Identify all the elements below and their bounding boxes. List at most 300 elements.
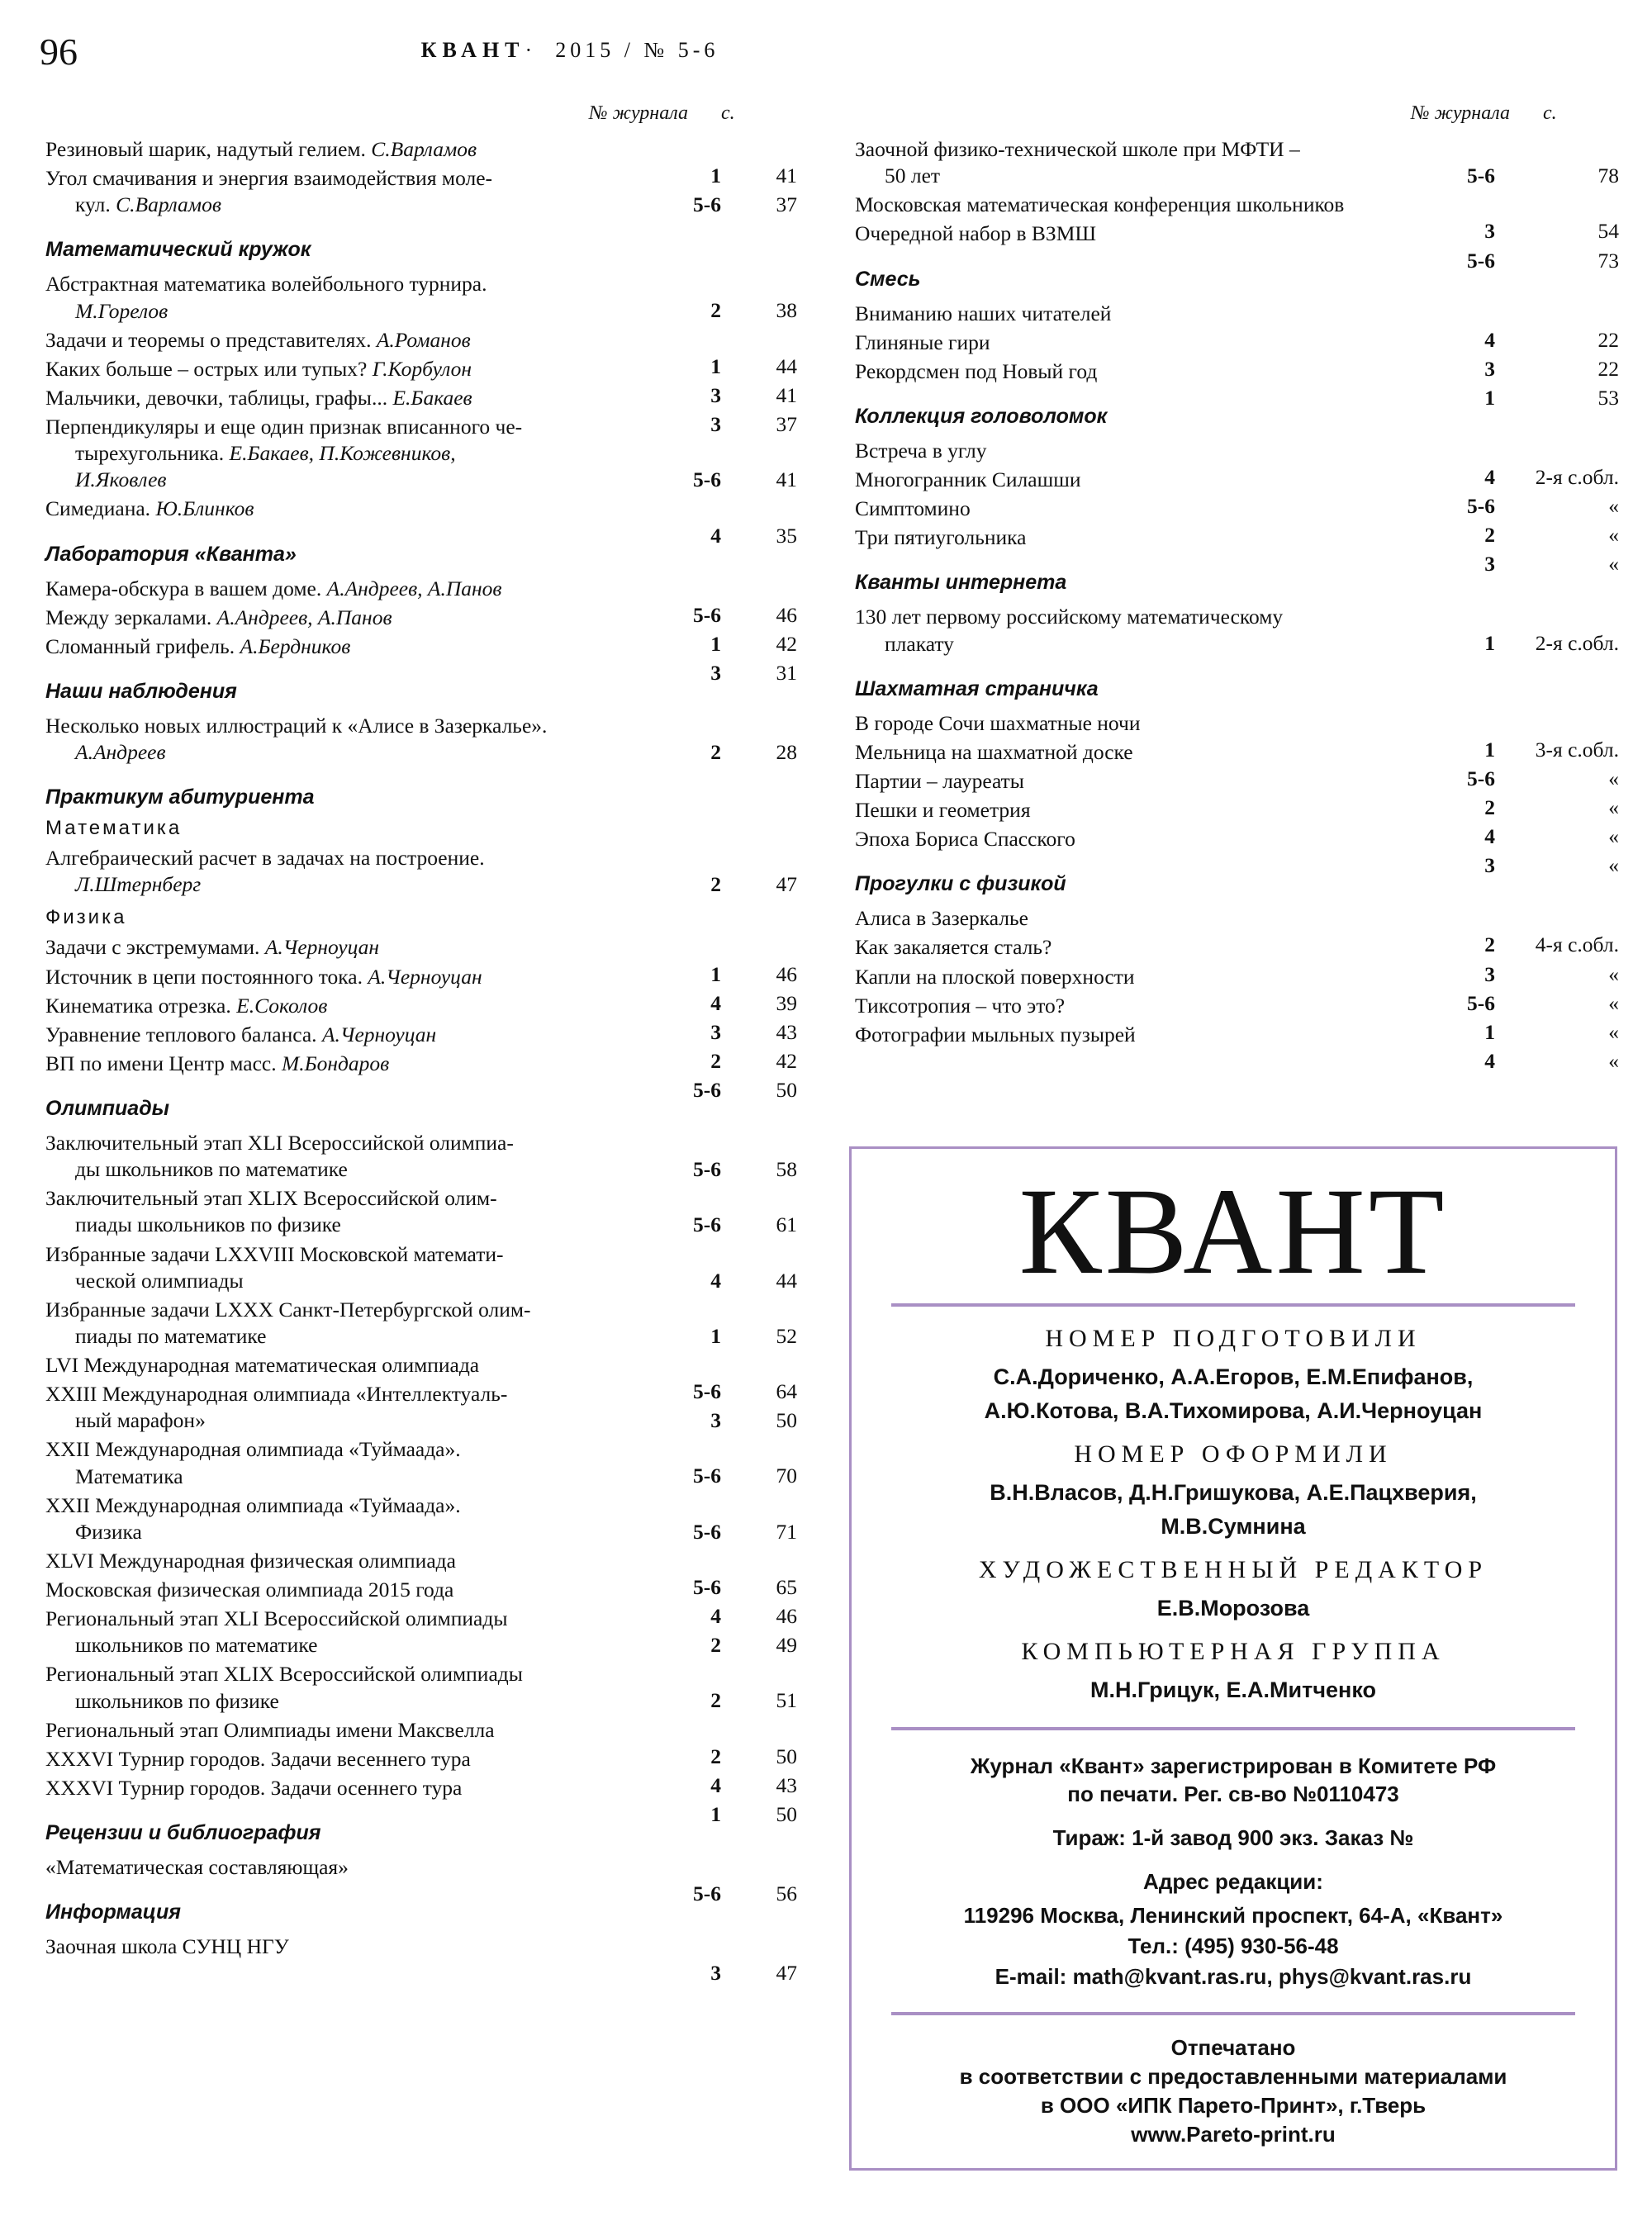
section-heading: Прогулки с физикой — [855, 872, 1066, 896]
toc-entry-line: Симедиана. Ю.Блинков — [45, 496, 254, 521]
prepared-by-names-line2: А.Ю.Котова, В.А.Тихомирова, А.И.Черноуцан — [984, 1398, 1483, 1424]
toc-entry-title — [45, 1241, 673, 1294]
imprint-box — [849, 1146, 1617, 2171]
toc-entry-line: Московская физическая олимпиада 2015 года — [45, 1578, 454, 1601]
toc-entry-issue-number: 5-6 — [693, 1881, 721, 1906]
toc-entry-issue-number: 5-6 — [1467, 990, 1495, 1015]
toc-entry-line: XXXVI Турнир городов. Задачи осеннего тура — [45, 1775, 463, 1800]
toc-entry-page-number: « — [1608, 824, 1619, 849]
toc-entry-line: Сломанный грифель. А.Бердников — [45, 633, 351, 658]
toc-entry-issue-number: 1 — [1484, 737, 1495, 762]
toc-entry-issue-number: 4 — [1484, 327, 1495, 352]
toc-entry-issue-number: 1 — [710, 164, 721, 188]
section-heading: Наши наблюдения — [45, 679, 237, 703]
issue-label: 2015 / № 5-6 — [555, 38, 719, 62]
toc-entry-page-number: 61 — [776, 1212, 797, 1237]
toc-entry-author: Е.Бакаев — [392, 385, 472, 410]
toc-entry-title — [855, 905, 1433, 932]
toc-entry-page-number: 65 — [776, 1575, 797, 1599]
toc-entry-line: LVI Международная математическая олимпиада — [45, 1353, 480, 1377]
toc-entry-line: Угол смачивания и энергия взаимодействия моле- — [45, 166, 493, 191]
toc-left-column — [45, 102, 797, 1986]
toc-entry[interactable] — [45, 1492, 797, 1545]
toc-entry-title — [855, 1022, 1433, 1048]
designed-by-label: НОМЕР ОФОРМИЛИ — [1074, 1440, 1393, 1469]
toc-entry-issue-number: 1 — [1484, 385, 1495, 410]
toc-entry[interactable] — [45, 1934, 797, 1986]
toc-entry-issue-number: 3 — [1484, 356, 1495, 381]
toc-entry-issue-number: 3 — [710, 382, 721, 407]
toc-entry-title — [45, 1130, 673, 1183]
toc-entry-author: Ю.Блинков — [155, 496, 254, 521]
toc-entry-issue-number: 5-6 — [693, 1464, 721, 1488]
toc-entry[interactable] — [45, 1661, 797, 1714]
toc-entry-title — [855, 330, 1433, 356]
toc-entry[interactable] — [45, 1436, 797, 1489]
toc-entry[interactable] — [45, 713, 797, 766]
toc-entry-issue-number: 5-6 — [1467, 164, 1495, 187]
toc-entry-issue-number: 4 — [1484, 824, 1495, 849]
circulation-line: Тираж: 1-й завод 900 экз. Заказ № — [1052, 1825, 1414, 1851]
toc-entry-line: Региональный этап Олимпиады имени Максвелла — [45, 1717, 495, 1742]
toc-entry-line — [45, 467, 673, 493]
toc-entry[interactable] — [45, 1051, 797, 1102]
toc-entry[interactable] — [45, 1185, 797, 1238]
toc-entry-line: XXXVI Турнир городов. Задачи весеннего тура — [45, 1746, 471, 1771]
toc-entry-issue-number: 5-6 — [693, 1379, 721, 1404]
toc-entry[interactable] — [855, 1022, 1619, 1073]
toc-entry-title — [45, 165, 673, 218]
toc-entry-page-number: « — [1608, 853, 1619, 878]
toc-entry-line: кул. С.Варламов — [75, 192, 221, 217]
toc-entry-page-number: 71 — [776, 1519, 797, 1544]
art-editor-label: ХУДОЖЕСТВЕННЫЙ РЕДАКТОР — [978, 1556, 1488, 1584]
toc-entry-title — [45, 1492, 673, 1545]
toc-entry-line: Кинематика отрезка. Е.Соколов — [45, 993, 328, 1018]
toc-entry-author: А.Андреев — [75, 740, 166, 764]
toc-entry-issue-number: 1 — [1484, 1019, 1495, 1044]
toc-entry[interactable] — [855, 358, 1619, 410]
column-header-left — [45, 103, 797, 123]
toc-entry-title — [45, 1717, 673, 1744]
toc-entry-line: XXII Международная олимпиада «Туймаада». — [45, 1492, 461, 1517]
toc-entry-page-number: 38 — [776, 298, 797, 323]
section-heading: Коллекция головоломок — [855, 404, 1108, 428]
toc-entry[interactable] — [45, 271, 797, 324]
toc-entry-page-number: 56 — [776, 1881, 797, 1906]
toc-entry-issue-number: 5-6 — [693, 1078, 721, 1102]
toc-entry-issue-number: 1 — [710, 961, 721, 986]
toc-entry-line: Тиксотропия – что это? — [855, 993, 1066, 1018]
toc-right-column — [855, 102, 1619, 1073]
toc-entry-issue-number: 2 — [710, 298, 721, 323]
toc-entry-line: Заочная школа СУНЦ НГУ — [45, 1934, 289, 1959]
page-header — [0, 31, 1652, 81]
toc-entry-issue-number: 3 — [1484, 552, 1495, 577]
toc-entry-page-number: 2-я с.обл. — [1535, 631, 1619, 656]
toc-entry[interactable] — [855, 221, 1619, 273]
toc-entry-line: XXIII Международная олимпиада «Интеллектуаль- — [45, 1382, 508, 1407]
toc-entry-title — [855, 710, 1433, 737]
toc-entry-author: Г.Корбулон — [372, 356, 472, 381]
toc-entry-issue-number: 5-6 — [693, 602, 721, 627]
toc-entry-title — [45, 1022, 673, 1048]
toc-entry-title — [855, 739, 1433, 766]
toc-entry-issue-number: 2 — [710, 1688, 721, 1713]
toc-entry-title — [855, 826, 1433, 852]
toc-entry-line: Партии – лауреаты — [855, 768, 1024, 793]
toc-entry-title — [45, 1381, 673, 1434]
toc-entry-title — [855, 993, 1433, 1019]
column-header-right — [855, 103, 1619, 123]
printing-block — [873, 2033, 1593, 2148]
toc-entry-title — [45, 1746, 673, 1772]
toc-entry[interactable] — [855, 524, 1619, 577]
toc-entry-issue-number: 3 — [1484, 853, 1495, 878]
toc-entry-line: Встреча в углу — [855, 438, 987, 463]
toc-entry-line: ческой олимпиады — [75, 1268, 244, 1293]
running-title — [0, 38, 1140, 63]
toc-entry-author: М.Горелов — [75, 298, 169, 323]
prepared-by-names-line1: С.А.Дориченко, А.А.Егоров, Е.М.Епифанов, — [993, 1364, 1474, 1389]
toc-entry-title — [45, 414, 673, 493]
toc-entry[interactable] — [45, 496, 797, 548]
toc-entry-author: М.Бондаров — [281, 1051, 390, 1075]
col-header-page-label: с. — [721, 102, 735, 124]
toc-entry-line: Симптомино — [855, 496, 971, 521]
toc-entry-page-number: 22 — [1597, 327, 1619, 352]
computer-group-label: КОМПЬЮТЕРНАЯ ГРУППА — [1021, 1638, 1446, 1666]
toc-entry-line — [45, 739, 673, 766]
toc-entry-line: Между зеркалами. А.Андреев, А.Панов — [45, 605, 392, 629]
toc-entry-author: С.Варламов — [116, 192, 221, 217]
toc-entry-page-number: 42 — [776, 1048, 797, 1073]
toc-entry-title — [45, 713, 673, 766]
toc-entry-issue-number: 5-6 — [693, 1157, 721, 1181]
toc-entry-page-number: 50 — [776, 1744, 797, 1768]
toc-entry-issue-number: 2 — [710, 872, 721, 897]
toc-entry-line: Физика — [75, 1519, 142, 1544]
toc-entry-title — [45, 136, 673, 163]
toc-entry-author: Л.Штернберг — [75, 872, 202, 897]
toc-entry-title — [855, 301, 1433, 327]
toc-entry-page-number: 46 — [776, 1604, 797, 1629]
toc-entry[interactable] — [45, 1606, 797, 1658]
toc-entry-line: Заключительный этап XLIX Всероссийской олим- — [45, 1186, 497, 1211]
toc-entry-issue-number: 4 — [710, 523, 721, 548]
toc-entry-line: В городе Сочи шахматные ночи — [855, 710, 1141, 735]
printer-website[interactable]: www.Pareto-print.ru — [1131, 2121, 1336, 2147]
toc-entry-issue-number: 5-6 — [693, 192, 721, 217]
toc-entry-line: Как закаляется сталь? — [855, 935, 1052, 960]
toc-entry-issue-number: 4 — [710, 1772, 721, 1797]
toc-entry-author: Е.Бакаев, П.Кожевников, — [229, 441, 456, 466]
folio-page-number: 96 — [40, 31, 78, 73]
section-heading: Кванты интернета — [855, 571, 1067, 595]
toc-entry-issue-number: 5-6 — [693, 1575, 721, 1599]
toc-entry-issue-number: 3 — [1484, 961, 1495, 986]
toc-entry-line: пиады школьников по физике — [75, 1212, 341, 1237]
col-header-issue-label-right: № журнала — [1411, 102, 1510, 124]
toc-entry-title — [45, 1606, 673, 1658]
toc-entry[interactable] — [45, 165, 797, 218]
toc-entry-issue-number: 1 — [710, 1802, 721, 1826]
toc-entry-issue-number: 5-6 — [1467, 766, 1495, 790]
toc-entry-title — [855, 797, 1433, 823]
toc-entry-title — [45, 385, 673, 411]
toc-entry-issue-number: 3 — [1484, 219, 1495, 244]
toc-entry-page-number: 4-я с.обл. — [1535, 932, 1619, 957]
toc-entry-author: А.Андреев, А.Панов — [326, 576, 502, 600]
toc-entry-issue-number: 2 — [1484, 795, 1495, 819]
subsection-heading: Физика — [45, 906, 127, 929]
toc-entry-page-number: 51 — [776, 1688, 797, 1713]
toc-entry-page-number: 47 — [776, 1961, 797, 1986]
toc-entry-line: Московская математическая конференция школьников — [855, 192, 1345, 217]
toc-entry-page-number: 50 — [776, 1408, 797, 1433]
toc-entry[interactable] — [855, 604, 1619, 657]
registration-block — [873, 1752, 1593, 1991]
toc-entry-line: Мельница на шахматной доске — [855, 739, 1133, 764]
toc-entry-page-number: 70 — [776, 1464, 797, 1488]
toc-entry-title — [45, 845, 673, 898]
address-line: 119296 Москва, Ленинский проспект, 64-А, «Квант» — [963, 1902, 1503, 1928]
toc-entry-title — [45, 1934, 673, 1960]
section-heading: Лаборатория «Кванта» — [45, 542, 297, 566]
toc-entry-title — [855, 192, 1433, 218]
toc-entry-line — [45, 298, 673, 325]
toc-entry-line: школьников по математике — [75, 1633, 318, 1658]
computer-group-names: М.Н.Грицук, Е.А.Митченко — [1090, 1677, 1376, 1703]
toc-entry-page-number: « — [1608, 961, 1619, 986]
toc-entry[interactable] — [45, 633, 797, 685]
toc-entry-title — [45, 1436, 673, 1489]
toc-entry-page-number: « — [1608, 795, 1619, 819]
section-heading: Практикум абитуриента — [45, 785, 315, 809]
toc-entry-page-number: 78 — [1597, 164, 1619, 187]
toc-entry-title — [45, 1854, 673, 1881]
toc-entry-author: А.Романов — [376, 327, 471, 352]
toc-entry-issue-number: 3 — [710, 1019, 721, 1044]
toc-entry-line: Каких больше – острых или тупых? Г.Корбулон — [45, 356, 472, 381]
toc-entry-title — [855, 496, 1433, 522]
toc-entry-page-number: 46 — [776, 961, 797, 986]
toc-entry[interactable] — [45, 414, 797, 493]
toc-entry-line: Рекордсмен под Новый год — [855, 358, 1098, 383]
toc-entry-title — [855, 934, 1433, 961]
toc-entry-issue-number: 1 — [710, 354, 721, 378]
toc-entry-line: XXII Международная олимпиада «Туймаада». — [45, 1437, 461, 1462]
toc-entry[interactable] — [45, 1130, 797, 1183]
email-line[interactable]: E-mail: math@kvant.ras.ru, phys@kvant.ras.ru — [995, 1963, 1472, 1989]
toc-entry-issue-number: 4 — [710, 990, 721, 1015]
toc-entry-page-number: « — [1608, 523, 1619, 548]
printed-line-3: в ООО «ИПК Парето-Принт», г.Тверь — [1040, 2093, 1427, 2119]
toc-entry-page-number: « — [1608, 552, 1619, 577]
toc-entry-line: XLVI Международная физическая олимпиада — [45, 1548, 456, 1573]
toc-entry-author: А.Андреев, А.Панов — [216, 605, 392, 629]
toc-entry-title — [855, 524, 1433, 551]
toc-entry-author: А.Черноуцан — [368, 964, 482, 989]
toc-entry[interactable] — [45, 1241, 797, 1294]
toc-entry-title — [45, 496, 673, 522]
art-editor-name: Е.В.Морозова — [1156, 1596, 1310, 1621]
address-label: Адрес редакции: — [1143, 1869, 1323, 1895]
toc-entry-issue-number: 2 — [710, 1744, 721, 1768]
divider-top — [891, 1303, 1575, 1307]
toc-entry-line: Заключительный этап XLI Всероссийской олимпиа- — [45, 1131, 514, 1155]
toc-entry-title — [45, 633, 673, 660]
toc-entry-issue-number: 2 — [1484, 932, 1495, 957]
toc-entry-line: Перпендикуляры и еще один признак вписанного че- — [45, 415, 523, 439]
toc-entry-page-number: 2-я с.обл. — [1535, 465, 1619, 489]
toc-entry-line: Алгебраический расчет в задачах на построение. — [45, 846, 485, 871]
toc-entry-author: А.Черноуцан — [321, 1022, 437, 1046]
toc-entry-title — [45, 605, 673, 631]
toc-entry-page-number: « — [1608, 494, 1619, 519]
divider-bottom — [891, 2012, 1575, 2015]
toc-entry-line: Источник в цепи постоянного тока. А.Черноуцан — [45, 964, 482, 989]
toc-entry-issue-number: 4 — [1484, 1048, 1495, 1073]
toc-entry-line: Математика — [75, 1464, 183, 1488]
toc-entry-title — [45, 1352, 673, 1378]
toc-entry-line: Задачи с экстремумами. А.Черноуцан — [45, 935, 380, 960]
toc-entry-line: Пешки и геометрия — [855, 798, 1031, 822]
toc-entry-issue-number: 2 — [1484, 523, 1495, 548]
divider-middle — [891, 1727, 1575, 1730]
prepared-by-label: НОМЕР ПОДГОТОВИЛИ — [1045, 1325, 1422, 1352]
toc-entry-line: школьников по физике — [75, 1688, 279, 1713]
journal-name: КВАНТ — [420, 38, 525, 62]
toc-entry-line: 130 лет первому российскому математическому — [855, 605, 1284, 629]
toc-entry-issue-number: 3 — [710, 1961, 721, 1986]
toc-entry-line: ВП по имени Центр масс. М.Бондаров — [45, 1051, 390, 1075]
toc-entry-issue-number: 4 — [710, 1604, 721, 1629]
toc-entry-title — [45, 1297, 673, 1350]
toc-entry-title — [45, 993, 673, 1019]
toc-entry[interactable] — [45, 1854, 797, 1906]
toc-entry-line: Избранные задачи LXXVIII Московской математи- — [45, 1241, 504, 1266]
toc-entry-page-number: 41 — [776, 164, 797, 188]
toc-entry-title — [855, 467, 1433, 493]
toc-entry-line: Многогранник Силашши — [855, 467, 1081, 491]
toc-entry-line: «Математическая составляющая» — [45, 1855, 349, 1879]
toc-entry-title — [855, 358, 1433, 385]
toc-entry-title — [855, 221, 1433, 247]
toc-entry-line: ный марафон» — [75, 1408, 206, 1433]
toc-entry-line: пиады по математике — [75, 1323, 267, 1348]
registration-line-1: Журнал «Квант» зарегистрирован в Комитете РФ — [970, 1753, 1497, 1778]
toc-entry[interactable] — [45, 1297, 797, 1350]
toc-entry-line: Мальчики, девочки, таблицы, графы... Е.Бакаев — [45, 385, 472, 410]
toc-entry-line: плакату — [885, 631, 954, 656]
toc-entry-title — [45, 1548, 673, 1574]
printed-line-2: в соответствии с предоставленными материалами — [959, 2064, 1507, 2090]
toc-entry-author: Е.Соколов — [236, 993, 328, 1018]
toc-entry-page-number: 3-я с.обл. — [1535, 737, 1619, 762]
toc-entry-line: Уравнение теплового баланса. А.Черноуцан — [45, 1022, 437, 1046]
designed-by-names-line2: М.В.Сумнина — [1161, 1514, 1306, 1540]
toc-entry-issue-number: 2 — [710, 1633, 721, 1658]
toc-entry[interactable] — [855, 136, 1619, 189]
toc-entry-page-number: 37 — [776, 412, 797, 436]
toc-entry-line: Камера-обскура в вашем доме. А.Андреев, А.Панов — [45, 576, 502, 600]
toc-entry-line: тырехугольника. Е.Бакаев, П.Кожевников, — [75, 441, 456, 466]
toc-entry-line: Задачи и теоремы о представителях. А.Романов — [45, 327, 471, 352]
toc-entry-page-number: 46 — [776, 602, 797, 627]
toc-entry-title — [45, 1185, 673, 1238]
toc-entry-line: Резиновый шарик, надутый гелием. С.Варламов — [45, 137, 477, 161]
section-heading: Смесь — [855, 267, 921, 291]
toc-entry-page-number: 41 — [776, 467, 797, 491]
toc-entry[interactable] — [45, 1381, 797, 1434]
toc-entry-title — [855, 768, 1433, 795]
section-heading: Рецензии и библиография — [45, 1821, 321, 1844]
section-heading: Математический кружок — [45, 238, 311, 262]
toc-entry-page-number: 49 — [776, 1633, 797, 1658]
toc-entry-author: А.Бердников — [240, 633, 351, 658]
toc-entry[interactable] — [45, 1775, 797, 1826]
toc-entry-issue-number: 2 — [710, 739, 721, 764]
toc-entry-title — [45, 327, 673, 354]
subsection-heading: Математика — [45, 817, 183, 840]
designed-by-names-line1: В.Н.Власов, Д.Н.Гришукова, А.Е.Пацхверия, — [990, 1480, 1477, 1506]
toc-entry-issue-number: 1 — [1484, 631, 1495, 656]
toc-entry-line: Эпоха Бориса Спасского — [855, 827, 1075, 852]
toc-entry-line: Вниманию наших читателей — [855, 301, 1112, 325]
toc-entry-line: Очередной набор в ВЗМШ — [855, 221, 1097, 246]
toc-entry-line: Три пятиугольника — [855, 525, 1027, 550]
toc-entry-title — [45, 356, 673, 382]
section-heading: Шахматная страничка — [855, 676, 1099, 700]
toc-entry-line: Заочной физико-технической школе при МФТИ – — [855, 137, 1300, 161]
toc-entry-page-number: 39 — [776, 990, 797, 1015]
toc-entry-page-number: 50 — [776, 1078, 797, 1102]
toc-entry-author: С.Варламов — [371, 137, 477, 161]
toc-entry-issue-number: 4 — [710, 1268, 721, 1293]
col-header-page-label-right: с. — [1543, 102, 1557, 124]
toc-entry-page-number: « — [1608, 766, 1619, 790]
toc-entry-author: И.Яковлев — [75, 467, 167, 492]
toc-entry-author: А.Черноуцан — [264, 935, 380, 960]
toc-entry-issue-number: 3 — [710, 412, 721, 436]
kvant-logo: КВАНТ — [1018, 1163, 1448, 1300]
toc-entry[interactable] — [45, 845, 797, 898]
toc-entry-title — [855, 604, 1433, 657]
toc-entry-page-number: 43 — [776, 1772, 797, 1797]
toc-entry[interactable] — [855, 826, 1619, 878]
printed-line-1: Отпечатано — [1170, 2035, 1296, 2061]
toc-entry-title — [45, 271, 673, 324]
toc-entry-page-number: 31 — [776, 660, 797, 685]
toc-entry-line: Глиняные гири — [855, 330, 990, 354]
toc-entry-line — [45, 871, 673, 898]
toc-entry-line: Фотографии мыльных пузырей — [855, 1022, 1136, 1046]
toc-entry-page-number: 58 — [776, 1157, 797, 1181]
toc-entry-page-number: 47 — [776, 872, 797, 897]
toc-entry-page-number: 64 — [776, 1379, 797, 1404]
toc-entry-issue-number: 5-6 — [693, 467, 721, 491]
toc-entry-line: Алиса в Зазеркалье — [855, 906, 1028, 931]
toc-entry-line: Региональный этап XLI Всероссийской олимпиады — [45, 1606, 508, 1631]
toc-entry-page-number: « — [1608, 1048, 1619, 1073]
toc-entry-issue-number: 1 — [710, 631, 721, 656]
toc-entry-page-number: 41 — [776, 382, 797, 407]
toc-entry-page-number: 42 — [776, 631, 797, 656]
toc-entry-title — [45, 934, 673, 961]
section-heading: Олимпиады — [45, 1097, 170, 1120]
toc-entry-title — [45, 1577, 673, 1603]
